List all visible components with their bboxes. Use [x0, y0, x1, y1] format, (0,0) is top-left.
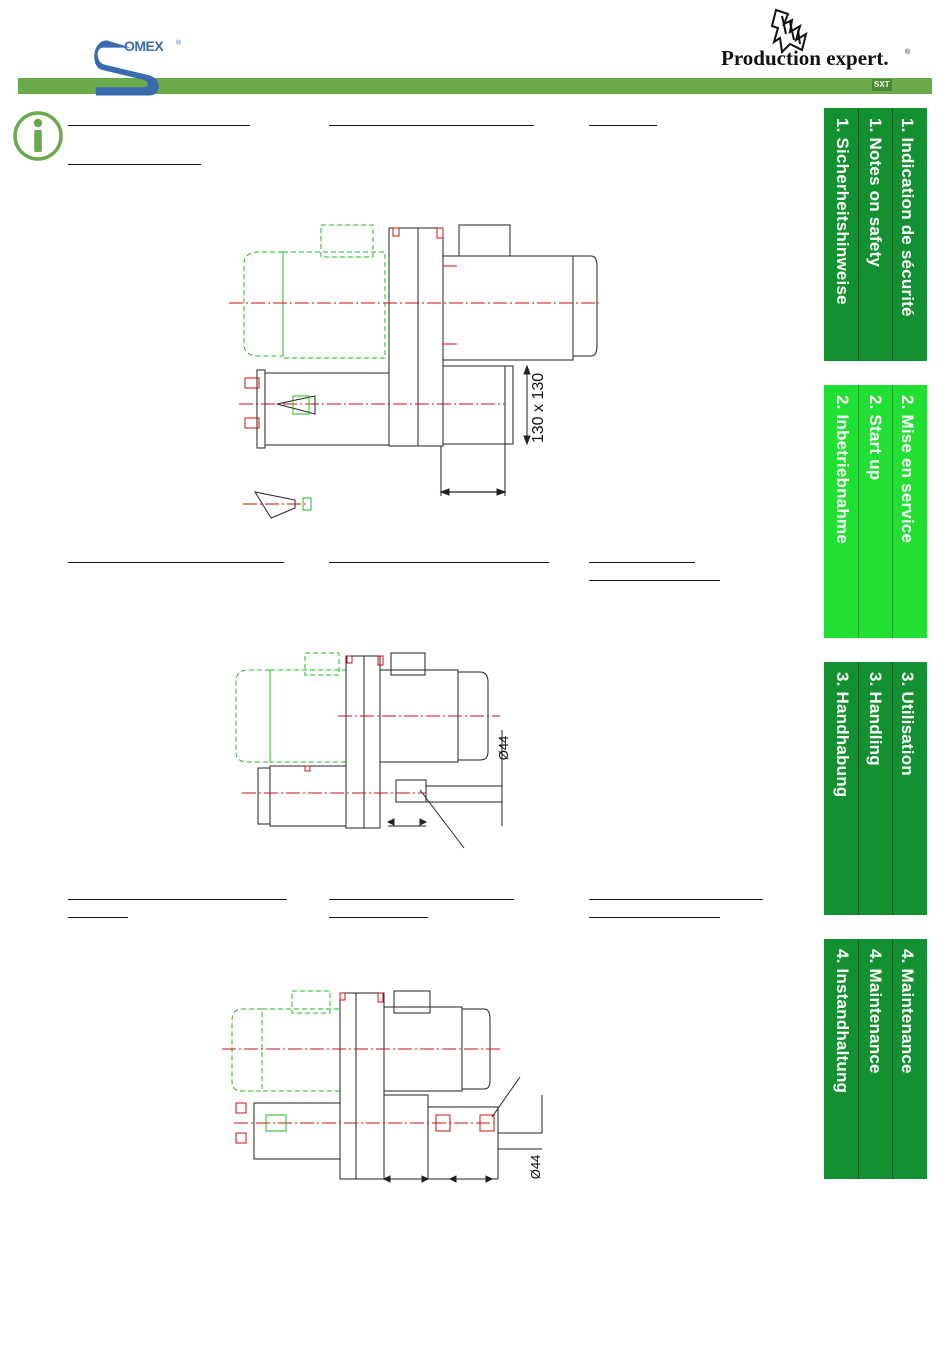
tab-label-de: 2. Inbetriebnahme [833, 395, 852, 544]
text-rule [329, 917, 428, 918]
dimension-label: Ø44 [496, 735, 511, 761]
tab-label-de: 3. Handhabung [833, 672, 852, 798]
tab-handling[interactable] [824, 662, 927, 915]
tab-label-fr: 1. Indication de sécurité [898, 118, 917, 317]
text-rule [68, 899, 287, 900]
text-rule [68, 125, 250, 126]
tab-label-en: 1. Notes on safety [866, 118, 885, 268]
text-rule [589, 580, 720, 581]
text-rule [68, 917, 128, 918]
text-rule [68, 562, 284, 563]
tab-safety[interactable] [824, 108, 927, 361]
tab-start-up[interactable] [824, 385, 927, 638]
text-rule [329, 562, 549, 563]
dimension-label: Ø44 [528, 1154, 543, 1180]
tab-label-de: 1. Sicherheitshinweise [833, 118, 852, 305]
tab-label-de: 4. Instandhaltung [833, 949, 852, 1094]
tab-label-en: 2. Start up [866, 395, 885, 481]
text-rule [68, 164, 201, 165]
tab-label-fr: 4. Maintenance [898, 949, 917, 1074]
sxt-mark: SXT [874, 80, 890, 89]
text-rule [589, 917, 720, 918]
somex-logo-text: OMEX [124, 38, 164, 54]
registered-mark: ® [905, 49, 911, 56]
text-rule [329, 899, 514, 900]
tab-label-en: 3. Handling [866, 672, 885, 766]
brand-tagline: Production expert. [721, 46, 889, 70]
info-icon [12, 110, 64, 162]
tab-label-fr: 3. Utilisation [898, 672, 917, 776]
registered-mark: ® [176, 40, 182, 47]
technical-drawing-3 [222, 985, 552, 1185]
tab-label-fr: 2. Mise en service [898, 395, 917, 544]
text-rule [589, 125, 657, 126]
tab-maintenance[interactable] [824, 939, 927, 1179]
technical-drawing-1 [225, 218, 605, 520]
dimension-label: 130 x 130 [530, 372, 547, 444]
tab-label-en: 4. Maintenance [866, 949, 885, 1074]
text-rule [589, 899, 763, 900]
technical-drawing-2 [230, 650, 515, 852]
text-rule [329, 125, 534, 126]
text-rule [589, 562, 695, 563]
